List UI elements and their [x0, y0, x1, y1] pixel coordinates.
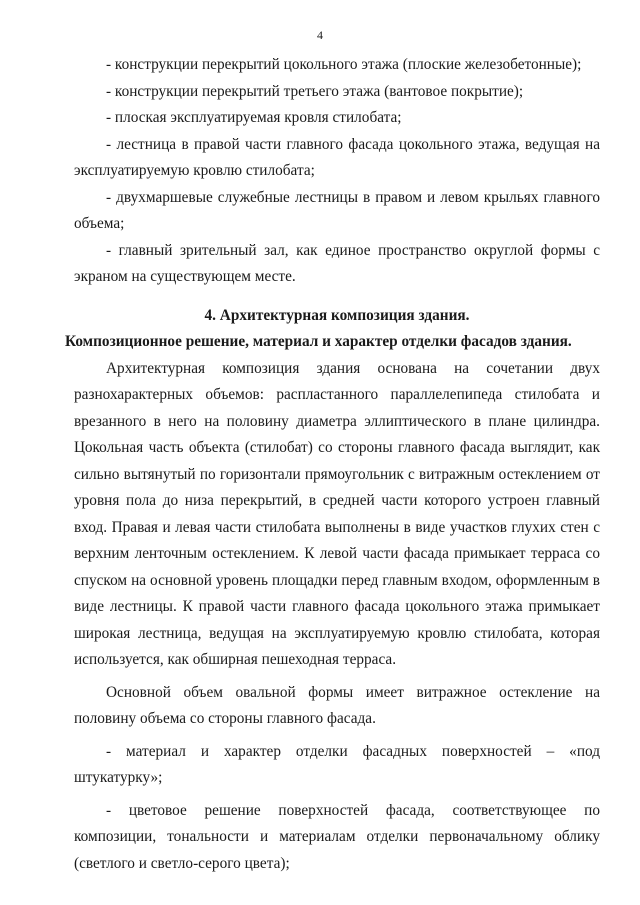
list-item: - главный зрительный зал, как единое пространство округлой формы с экраном на существующем месте.: [74, 241, 600, 285]
list-item: - конструкции перекрытий цокольного этажа (плоские железобетонные);: [106, 56, 582, 73]
paragraph: Архитектурная композиция здания основана на сочетании двух разнохарактерных объемов: распластанного параллелепипеда стилобата и врезанного в него на половину диаметра эллиптического в плане цилиндра. Цокольная часть объекта (стилобат) со стороны главного фасада выглядит, как сильно вытянутый по горизонтали прямоугольник с витражным остеклением от уровня пола до низа перекрытий, в средней части которого устроен главный вход. Правая и левая части стилобата выполнены в виде участков глухих стен с верхним ленточным остеклением. К левой части фасада примыкает терраса со спуском на основной уровень площадки перед главным входом, оформленным в виде лестницы. К правой части главного фасада цокольного этажа примыкает широкая лестница, ведущая на эксплуатируемую кровлю стилобата, которая используется, как обширная пешеходная терраса.: [74, 359, 600, 668]
list-item: - материал и характер отделки фасадных поверхностей – «под штукатурку»;: [74, 742, 600, 786]
list-item: - плоская эксплуатируемая кровля стилобата;: [106, 109, 402, 126]
section-title: 4. Архитектурная композиция здания.: [204, 306, 470, 324]
document-body: [65, 52, 600, 877]
section-spacer: [74, 291, 600, 303]
list-item: - цветовое решение поверхностей фасада, соответствующее по композиции, тональности и материалам отделки первоначальному облику (светлого и светло-серого цвета);: [74, 801, 600, 872]
list-item: - конструкции перекрытий третьего этажа (вантовое покрытие);: [106, 82, 524, 100]
list-item: - двухмаршевые служебные лестницы в правом и левом крыльях главного объема;: [74, 188, 600, 232]
paragraph: Основной объем овальной формы имеет витражное остекление на половину объема со стороны главного фасада.: [74, 683, 600, 727]
page-number: 4: [317, 28, 323, 42]
list-item: - лестница в правой части главного фасада цокольного этажа, ведущая на эксплуатируемую кровлю стилобата;: [74, 135, 600, 179]
section-subtitle: Композиционное решение, материал и характер отделки фасадов здания.: [65, 333, 572, 350]
